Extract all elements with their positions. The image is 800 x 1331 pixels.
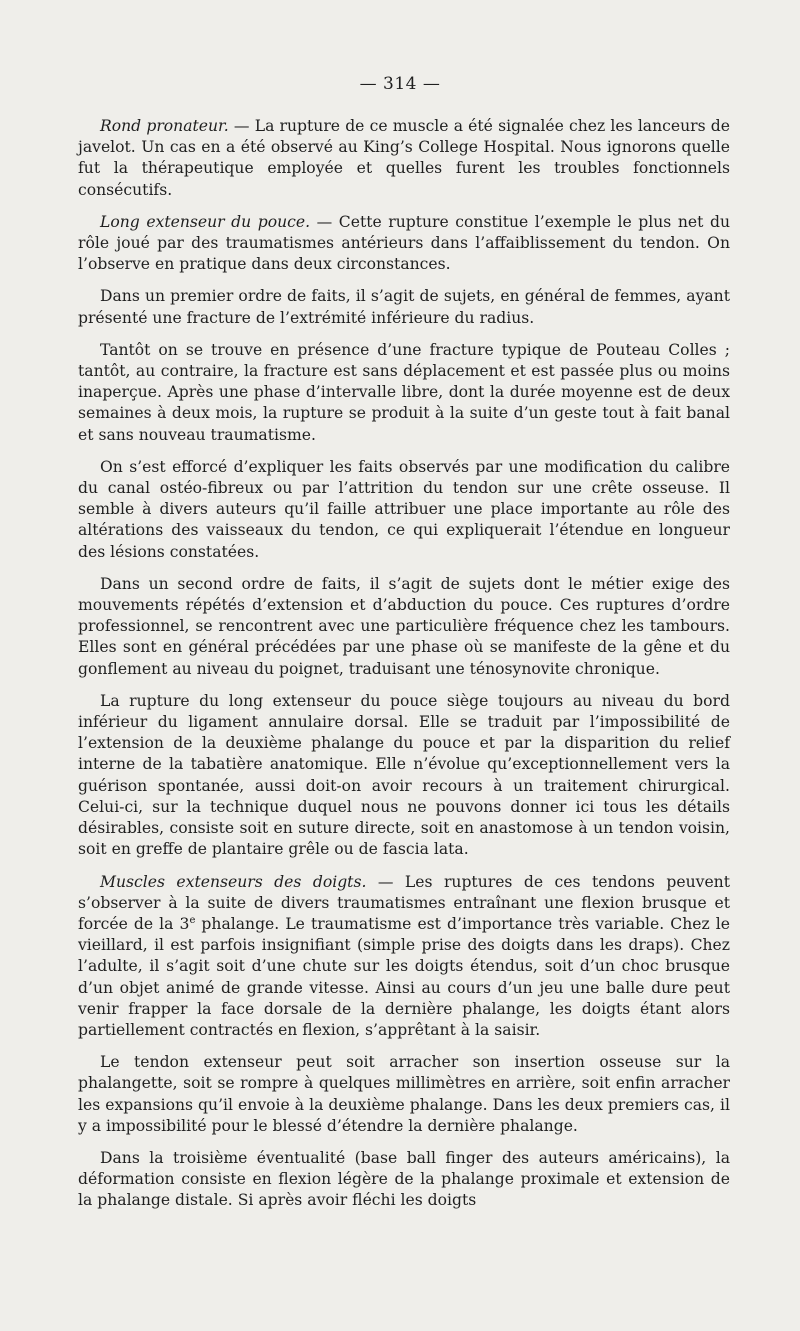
- paragraph-rond-pronateur: [78, 116, 730, 201]
- ordinal-suffix: e: [189, 914, 196, 926]
- paragraph-muscles-extenseurs: [78, 872, 730, 1042]
- paragraph-text: — Les ruptures de ces tendons peuvent s’observer à la suite de divers traumatismes entraînant une flexion brusque et forcée de la 3e phalange. Le traumatisme est d’importance très variable. Chez le vieillard, il est parfois insignifiant (simple prise des doigts dans les draps). Chez l’adulte, il s’agit soit d’une chute sur les doigts étendus, soit d’un choc brusque d’un objet animé de grande vitesse. Ainsi au cours d’un jeu une balle dure peut venir frapper la face dorsale de la dernière phalange, les doigts étant alors partiellement contractés en flexion, s’apprêtant à la saisir.: [78, 872, 730, 1039]
- paragraph: [78, 457, 730, 563]
- paragraph-text: Dans un premier ordre de faits, il s’agit de sujets, en général de femmes, ayant présenté une fracture de l’extrémité inférieure du radius.: [78, 287, 730, 327]
- paragraph-text: On s’est efforcé d’expliquer les faits observés par une modification du calibre du canal ostéo-fibreux ou par l’attrition du tendon sur une crête osseuse. Il semble à divers auteurs qu’il faille attribuer une place importante au rôle des altérations des vaisseaux du tendon, ce qui expliquerait l’étendue en longueur des lésions constatées.: [78, 457, 730, 561]
- paragraph-text: Tantôt on se trouve en présence d’une fracture typique de Pouteau Colles ; tantôt, au contraire, la fracture est sans déplacement et est passée plus ou moins inaperçue. Après une phase d’intervalle libre, dont la durée moyenne est de deux semaines à deux mois, la rupture se produit à la suite d’un geste tout à fait banal et sans nouveau traumatisme.: [78, 340, 730, 444]
- paragraph-text: — La rupture de ce muscle a été signalée chez les lanceurs de javelot. Un cas en a été observé au King’s College Hospital. Nous ignorons quelle fut la thérapeutique employée et quelles furent les troubles fonctionnels consécutifs.: [78, 117, 731, 199]
- section-heading-rond-pronateur: Rond pronateur.: [100, 117, 229, 135]
- page-body: [78, 116, 730, 1223]
- paragraph-text: — Cette rupture constitue l’exemple le plus net du rôle joué par des traumatismes antérieurs dans l’affaiblissement du tendon. On l’observe en pratique dans deux circonstances.: [78, 212, 730, 274]
- paragraph-text: Dans un second ordre de faits, il s’agit de sujets dont le métier exige des mouvements répétés d’extension et d’abduction du pouce. Ces ruptures d’ordre professionnel, se rencontrent avec une particulière fréquence chez les tambours. Elles sont en général précédées par une phase où se manifeste de la gêne et du gonflement au niveau du poignet, traduisant une ténosynovite chronique.: [78, 574, 730, 678]
- paragraph-long-extenseur: [78, 212, 730, 276]
- paragraph-text: Dans la troisième éventualité (base ball finger des auteurs américains), la déformation consiste en flexion légère de la phalange proximale et extension de la phalange distale. Si après avoir fléchi les doigts: [78, 1148, 730, 1210]
- paragraph: [78, 1052, 730, 1137]
- page-number: — 314 —: [359, 74, 441, 94]
- paragraph: [78, 574, 730, 680]
- section-heading-long-extenseur: Long extenseur du pouce.: [100, 212, 311, 231]
- paragraph: [78, 691, 730, 861]
- section-heading-muscles-extenseurs: Muscles extenseurs des doigts.: [100, 872, 367, 891]
- paragraph: [78, 286, 730, 328]
- paragraph: [78, 1148, 730, 1212]
- paragraph-text: Le tendon extenseur peut soit arracher son insertion osseuse sur la phalangette, soit se rompre à quelques millimètres en arrière, soit enfin arracher les expansions qu’il envoie à la deuxième phalange. Dans les deux premiers cas, il y a impossibilité pour le blessé d’étendre la dernière phalange.: [78, 1053, 730, 1135]
- paragraph-text: La rupture du long extenseur du pouce siège toujours au niveau du bord inférieur du ligament annulaire dorsal. Elle se traduit par l’impossibilité de l’extension de la deuxième phalange du pouce et par la disparition du relief interne de la tabatière anatomique. Elle n’évolue qu’exceptionnellement vers la guérison spontanée, aussi doit-on avoir recours à un traitement chirurgical. Celui-ci, sur la technique duquel nous ne pouvons donner ici tous les détails désirables, consiste soit en suture directe, soit en anastomose à un tendon voisin, soit en greffe de plantaire grêle ou de fascia lata.: [78, 691, 730, 859]
- paragraph: [78, 340, 730, 446]
